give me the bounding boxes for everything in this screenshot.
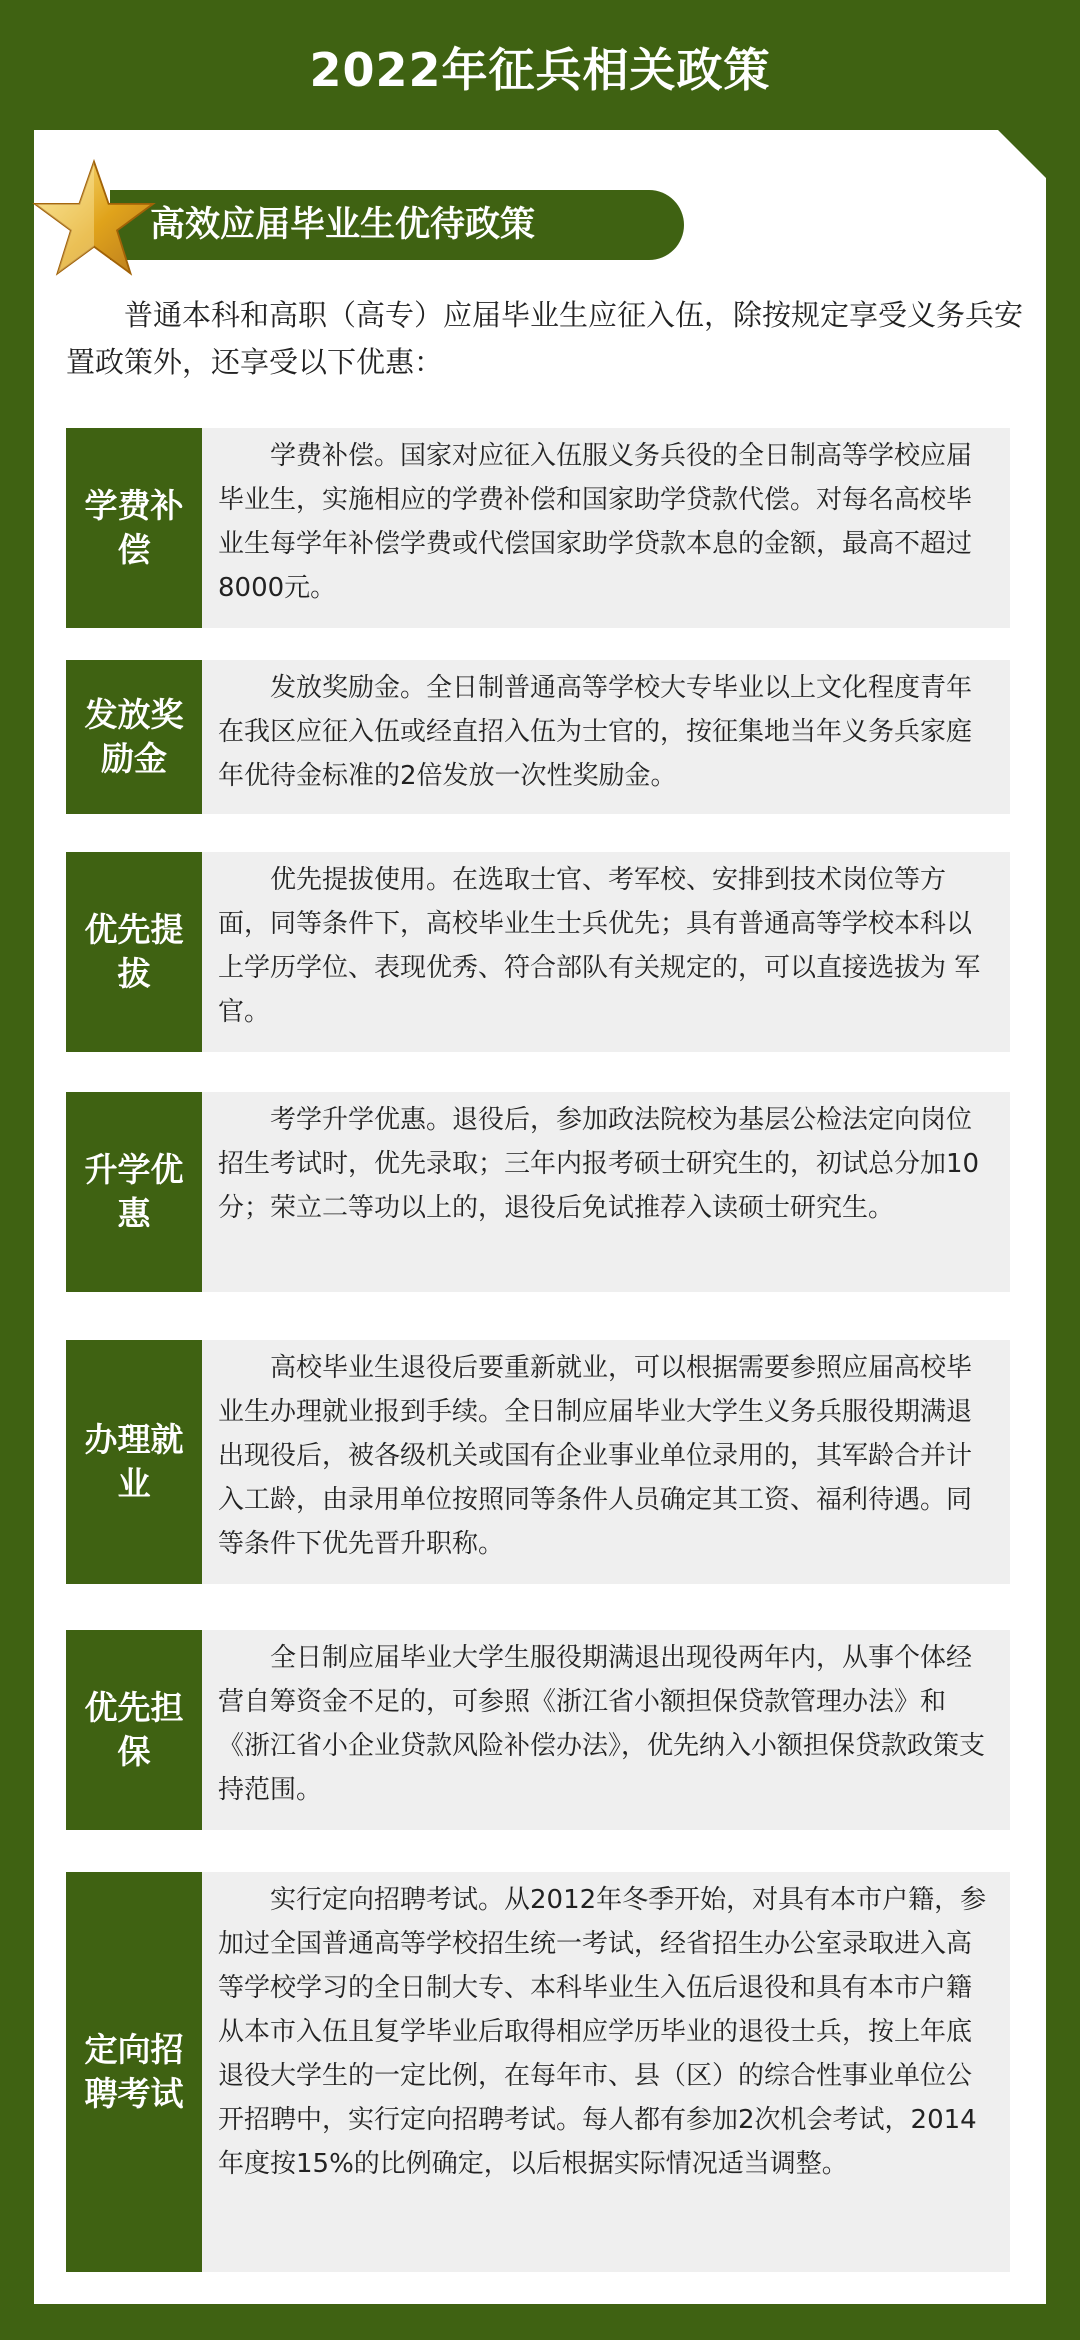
policy-label: 优先提拔 — [66, 852, 202, 1052]
gold-star-icon — [30, 158, 158, 282]
policy-label: 升学优惠 — [66, 1092, 202, 1292]
policy-row-guarantee — [66, 1630, 1010, 1830]
policy-text: 考学升学优惠。退役后，参加政法院校为基层公检法定向岗位招生考试时，优先录取；三年内报考硕士研究生的，初试总分加10分；荣立二等功以上的，退役后免试推荐入读硕士研究生。 — [202, 1092, 1010, 1292]
policy-row-education — [66, 1092, 1010, 1292]
policy-text: 高校毕业生退役后要重新就业，可以根据需要参照应届高校毕业生办理就业报到手续。全日制应届毕业大学生义务兵服役期满退出现役后，被各级机关或国有企业事业单位录用的，其军龄合并计入工龄，由录用单位按照同等条件人员确定其工资、福利待遇。同等条件下优先晋升职称。 — [202, 1340, 1010, 1584]
policy-text: 实行定向招聘考试。从2012年冬季开始，对具有本市户籍，参加过全国普通高等学校招生统一考试，经省招生办公室录取进入高等学校学习的全日制大专、本科毕业生入伍后退役和具有本市户籍从本市入伍且复学毕业后取得相应学历毕业的退役士兵，按上年底退役大学生的一定比例，在每年市、县（区）的综合性事业单位公开招聘中，实行定向招聘考试。每人都有参加2次机会考试，2014年度按15%的比例确定，以后根据实际情况适当调整。 — [202, 1872, 1010, 2272]
policy-label: 办理就业 — [66, 1340, 202, 1584]
intro-paragraph: 普通本科和高职（高专）应届毕业生应征入伍，除按规定享受义务兵安置政策外，还享受以下优惠： — [66, 298, 1024, 379]
policy-label: 定向招聘考试 — [66, 1872, 202, 2272]
policy-label: 优先担保 — [66, 1630, 202, 1830]
policy-row-tuition — [66, 428, 1010, 628]
section-title: 高效应届毕业生优待政策 — [150, 205, 536, 245]
policy-row-promotion — [66, 852, 1010, 1052]
policy-row-recruitment — [66, 1872, 1010, 2272]
policy-text: 优先提拔使用。在选取士官、考军校、安排到技术岗位等方面，同等条件下，高校毕业生士兵优先；具有普通高等学校本科以上学历学位、表现优秀、符合部队有关规定的，可以直接选拔为 军官。 — [202, 852, 1010, 1052]
policy-row-reward — [66, 660, 1010, 814]
policy-label: 发放奖励金 — [66, 660, 202, 814]
policy-text: 学费补偿。国家对应征入伍服义务兵役的全日制高等学校应届毕业生，实施相应的学费补偿和国家助学贷款代偿。对每名高校毕业生每学年补偿学费或代偿国家助学贷款本息的金额，最高不超过8000元。 — [202, 428, 1010, 628]
policy-label: 学费补偿 — [66, 428, 202, 628]
policy-text: 全日制应届毕业大学生服役期满退出现役两年内，从事个体经营自筹资金不足的，可参照《浙江省小额担保贷款管理办法》和《浙江省小企业贷款风险补偿办法》，优先纳入小额担保贷款政策支持范围。 — [202, 1630, 1010, 1830]
policy-row-employment — [66, 1340, 1010, 1584]
policy-text: 发放奖励金。全日制普通高等学校大专毕业以上文化程度青年在我区应征入伍或经直招入伍为士官的，按征集地当年义务兵家庭年优待金标准的2倍发放一次性奖励金。 — [202, 660, 1010, 814]
page-title: 2022年征兵相关政策 — [309, 43, 771, 97]
